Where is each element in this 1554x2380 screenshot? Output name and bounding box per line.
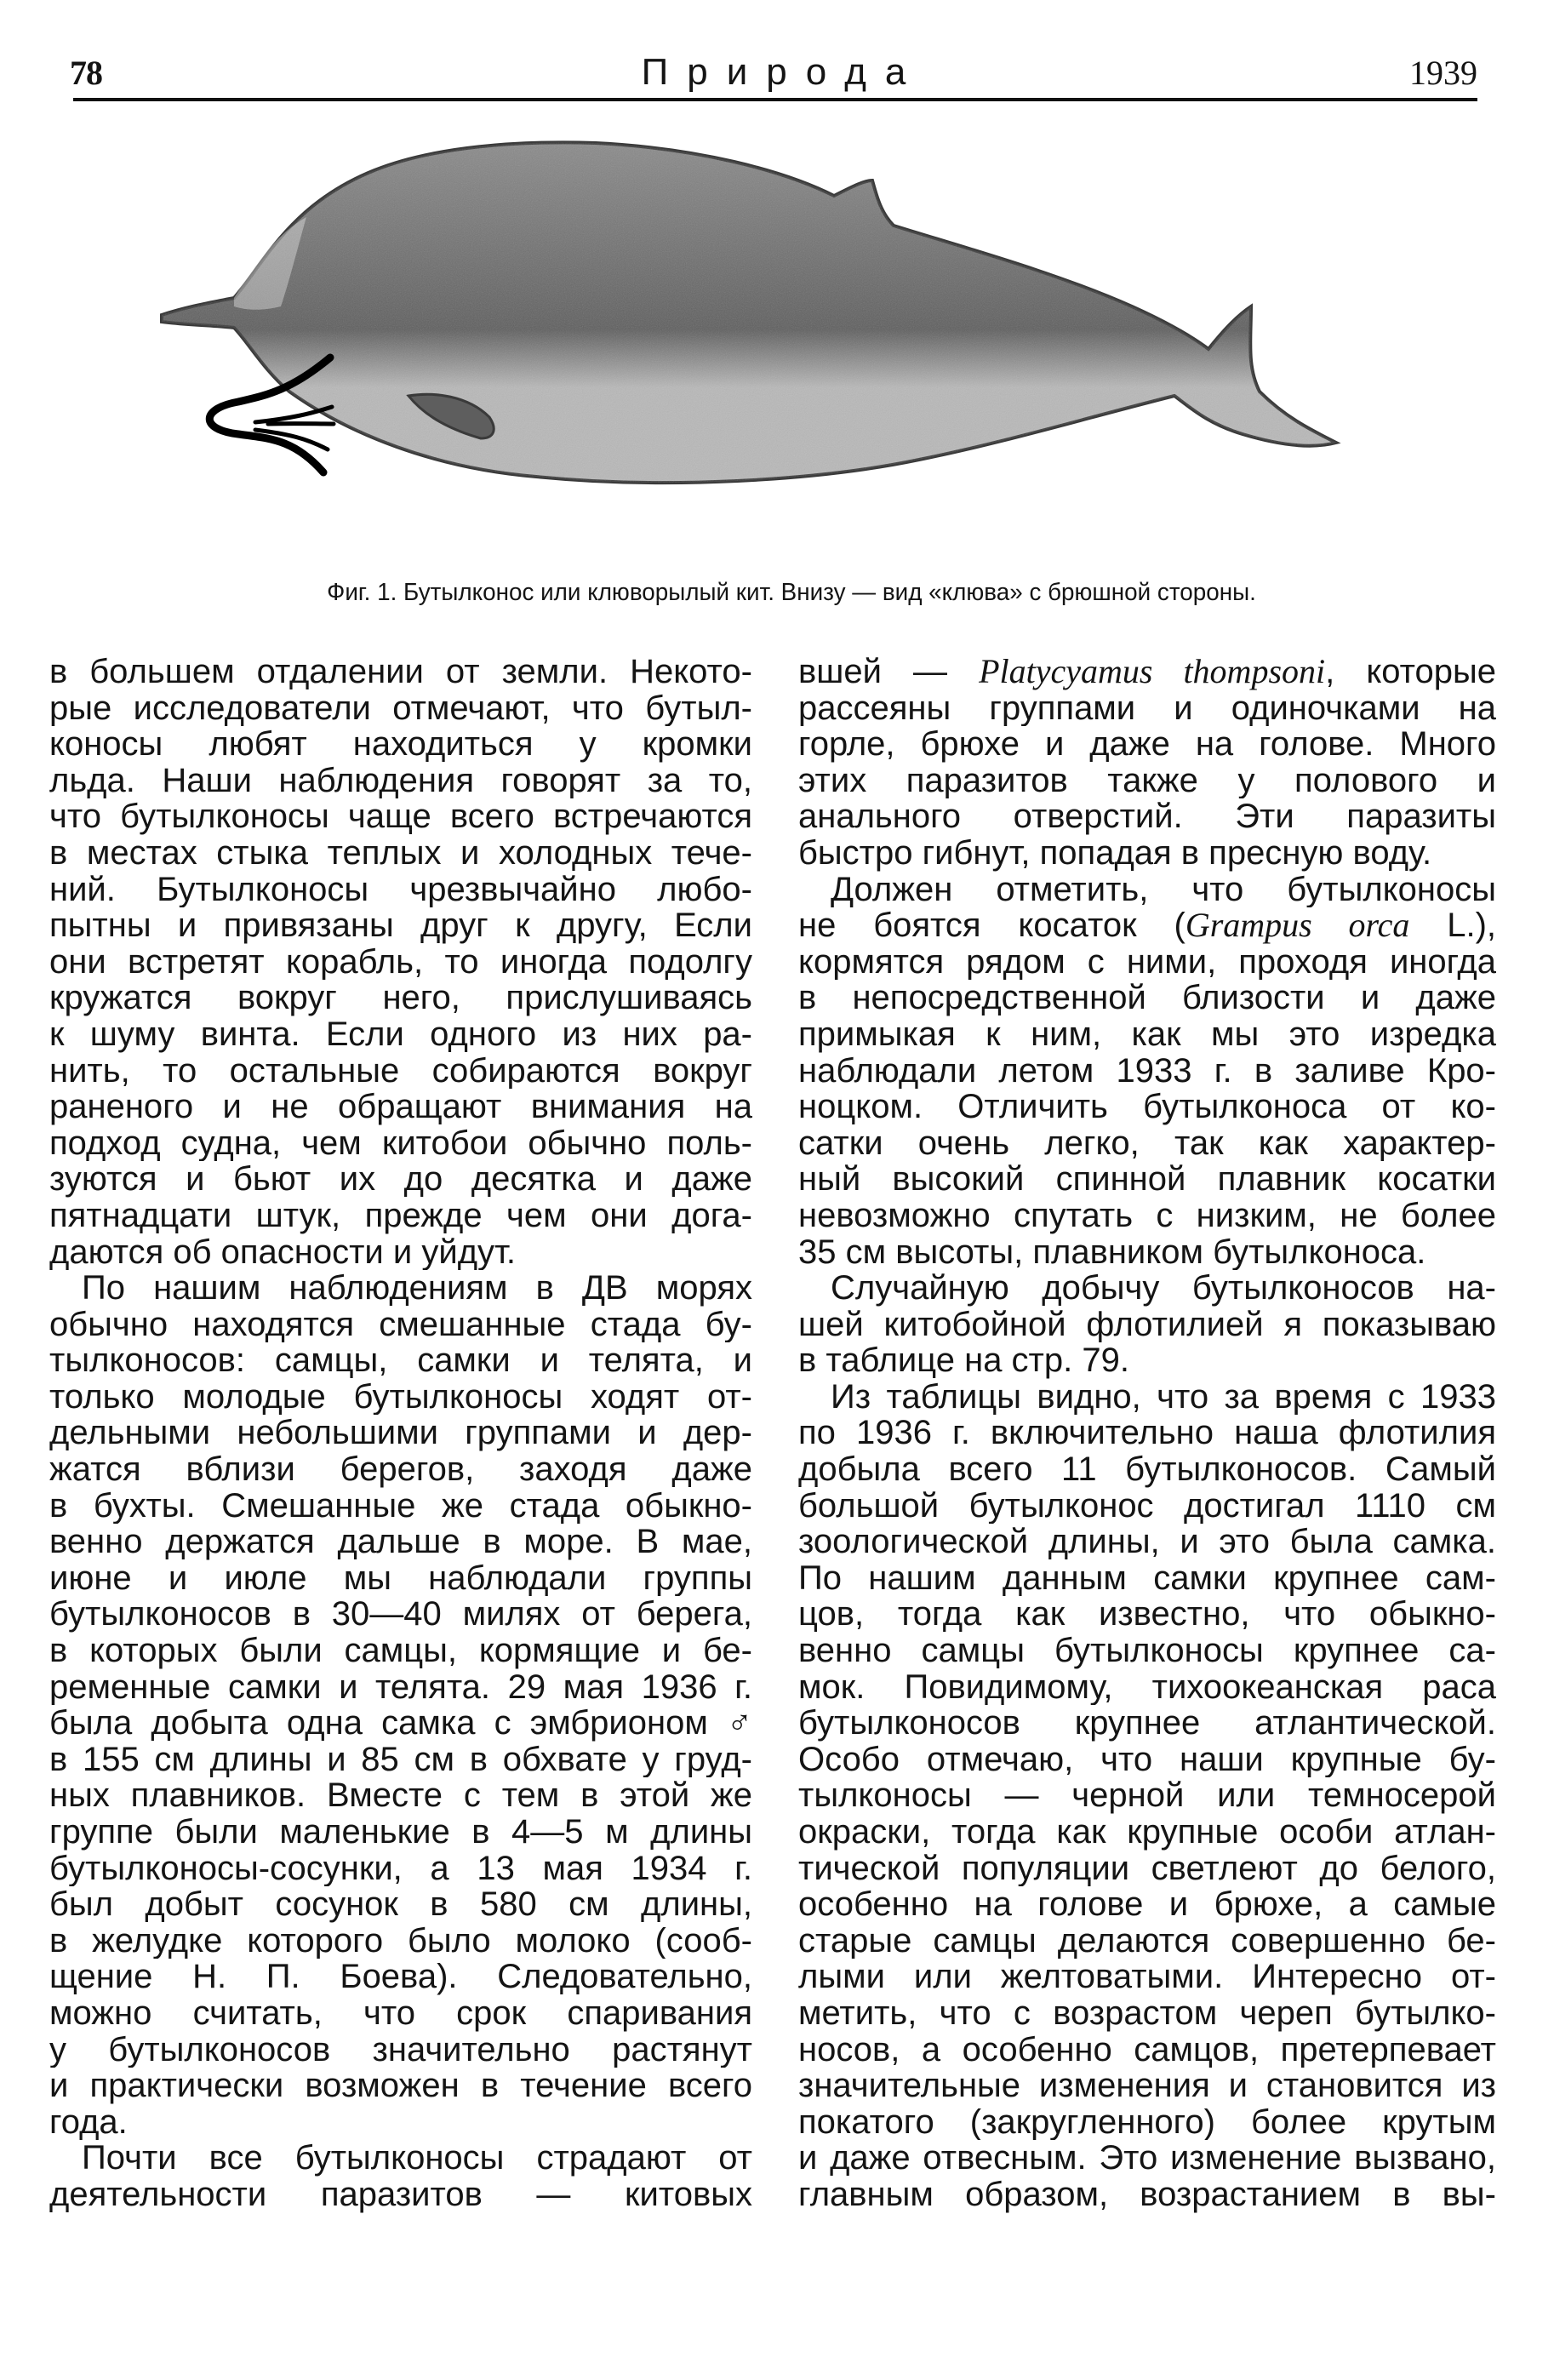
- text-line-content: они встретят корабль, то иногда подолгу: [49, 943, 752, 981]
- text-line-content: деятельности паразитов — китовых: [49, 2176, 752, 2213]
- text-line: [49, 944, 752, 981]
- text-line-content: года.: [49, 2103, 128, 2141]
- text-line: [49, 907, 752, 944]
- text-line: [49, 1777, 752, 1814]
- text-line-content: венно самцы бутылконосы крупнее са-: [798, 1633, 1496, 1669]
- text-line: [798, 690, 1496, 727]
- text-line: [49, 1851, 752, 1887]
- text-line-content: нить, то остальные собираются вокруг: [49, 1052, 752, 1090]
- text-line: [49, 1596, 752, 1633]
- text-line-content: пытны и привязаны друг к другу, Если: [49, 907, 752, 944]
- text-line: [49, 980, 752, 1016]
- text-line: [798, 907, 1496, 944]
- text-line: [798, 1488, 1496, 1525]
- text-line-content: сатки очень легко, так как характер-: [798, 1124, 1496, 1162]
- text-line: [49, 1524, 752, 1560]
- text-line-content: венно держатся дальше в море. В мае,: [49, 1524, 752, 1560]
- text-line: [798, 1234, 1496, 1271]
- header-rule: [73, 98, 1477, 101]
- text-line-content: лыми или желтоватыми. Интересно от-: [798, 1959, 1496, 1995]
- text-line-content: можно считать, что срок спаривания: [49, 1994, 752, 2032]
- text-line: [798, 835, 1496, 872]
- text-line: [798, 980, 1496, 1016]
- text-line-content: зоологической длины, и это была самка.: [798, 1524, 1496, 1560]
- text-line-content: ний. Бутылконосы чрезвычайно любо-: [49, 871, 752, 908]
- text-line: [49, 1742, 752, 1778]
- text-line-content: по 1936 г. включительно наша флотилия: [798, 1415, 1496, 1452]
- text-line-content: кружатся вокруг него, прислушиваясь: [49, 980, 752, 1016]
- text-line-content: была добыта одна самка с эмбрионом ♂: [49, 1705, 752, 1742]
- text-line-content: дельными небольшими группами и дер-: [49, 1415, 752, 1452]
- text-line-content: обычно находятся смешанные стада бу-: [49, 1306, 752, 1343]
- text-line: [798, 2177, 1496, 2213]
- text-line: [49, 798, 752, 835]
- text-line: [798, 2104, 1496, 2141]
- text-line: [798, 944, 1496, 981]
- text-line: [798, 1270, 1496, 1307]
- text-line: [798, 1923, 1496, 1959]
- text-line: [798, 1524, 1496, 1560]
- text-line: [798, 1886, 1496, 1923]
- text-line: [49, 1814, 752, 1851]
- text-line: [49, 2140, 752, 2177]
- text-line: [49, 1234, 752, 1271]
- text-line-content: бутылконосов в 30—40 милях от берега,: [49, 1596, 752, 1633]
- text-line-content: метить, что с возрастом череп бутылко-: [798, 1994, 1496, 2032]
- text-line-content: не боятся косаток (: [798, 907, 1185, 944]
- text-line: [49, 1053, 752, 1090]
- text-line-content: цов, тогда как известно, что обыкно-: [798, 1596, 1496, 1633]
- text-line: [49, 835, 752, 872]
- text-line-content: анального отверстий. Эти паразиты: [798, 798, 1496, 835]
- text-line-content: ременные самки и телята. 29 мая 1936 г.: [49, 1668, 752, 1706]
- text-line-content: главным образом, возрастанием в вы-: [798, 2176, 1496, 2213]
- text-line-content: бутылконосы-сосунки, а 13 мая 1934 г.: [49, 1850, 752, 1887]
- text-line: [49, 1995, 752, 2032]
- text-line-content: щение Н. П. Боева). Следовательно,: [49, 1959, 752, 1995]
- text-line-content: носов, а особенно самцов, претерпевает: [798, 2031, 1496, 2068]
- publication-year: 1939: [1409, 54, 1477, 92]
- text-line-content: быстро гибнут, попадая в пресную воду.: [798, 834, 1432, 872]
- text-line-content: в 155 см длины и 85 см в обхвате у груд-: [49, 1741, 752, 1778]
- text-line-content: тылконосы — черной или темносерой: [798, 1777, 1496, 1814]
- text-line-content: Должен отметить, что бутылконосы: [831, 871, 1496, 908]
- figure-1: [153, 136, 1447, 562]
- species-name: Grampus orca: [1185, 907, 1410, 944]
- text-line: [49, 1161, 752, 1198]
- text-column-left: [49, 654, 752, 2213]
- text-line-content: пятнадцати штук, прежде чем они дога-: [49, 1197, 752, 1234]
- text-line-content: к шуму винта. Если одного из них ра-: [49, 1016, 752, 1053]
- text-line: [49, 763, 752, 799]
- text-line-continuation: L.),: [1409, 907, 1496, 944]
- text-line: [798, 1705, 1496, 1742]
- text-line-content: группе были маленькие в 4—5 м длины: [49, 1814, 752, 1851]
- text-line: [798, 1089, 1496, 1125]
- text-line: [798, 798, 1496, 835]
- text-line: [49, 872, 752, 908]
- text-line-content: Особо отмечаю, что наши крупные бу-: [798, 1741, 1496, 1778]
- text-line-content: льда. Наши наблюдения говорят за то,: [49, 762, 752, 799]
- text-line: [798, 1415, 1496, 1451]
- text-line: [49, 1923, 752, 1959]
- text-line: [798, 2068, 1496, 2104]
- text-line-content: большой бутылконос достигал 1110 см: [798, 1487, 1496, 1525]
- text-line: [798, 2032, 1496, 2068]
- text-line: [49, 1125, 752, 1162]
- text-line-content: ноцком. Отличить бутылконоса от ко-: [798, 1089, 1496, 1125]
- text-line: [49, 1089, 752, 1125]
- text-line-content: невозможно спутать с низким, не более: [798, 1197, 1496, 1234]
- text-line: [49, 1270, 752, 1307]
- text-line-content: Случайную добычу бутылконосов на-: [831, 1270, 1496, 1307]
- figure-caption: Фиг. 1. Бутылконос или клюворылый кит. Внизу — вид «клюва» с брюшной стороны.: [327, 579, 1256, 606]
- text-line-content: жатся вблизи берегов, заходя даже: [49, 1451, 752, 1488]
- text-line-content: коносы любят находиться у кромки: [49, 726, 752, 763]
- text-line: [798, 1016, 1496, 1053]
- text-line-content: подход судна, чем китобои обычно поль-: [49, 1124, 752, 1162]
- text-line-content: у бутылконосов значительно растянут: [49, 2031, 752, 2068]
- text-line: [49, 726, 752, 763]
- text-line: [798, 1742, 1496, 1778]
- text-line-content: вшей —: [798, 654, 980, 690]
- text-line-content: в местах стыка теплых и холодных тече-: [49, 834, 752, 872]
- text-line-content: По нашим наблюдениям в ДВ морях: [82, 1270, 752, 1307]
- text-line: [49, 690, 752, 727]
- text-line: [798, 2140, 1496, 2177]
- text-line-content: раненого и не обращают внимания на: [49, 1089, 752, 1125]
- text-line-content: бутылконосов крупнее атлантической.: [798, 1705, 1496, 1742]
- text-line: [49, 1379, 752, 1416]
- text-line: [49, 1705, 752, 1742]
- text-line-content: мок. Повидимому, тихоокеанская раса: [798, 1668, 1496, 1706]
- text-line-content: в желудке которого было молоко (сооб-: [49, 1922, 752, 1959]
- text-line: [49, 2032, 752, 2068]
- text-line: [798, 1596, 1496, 1633]
- text-column-right: [798, 654, 1496, 2213]
- species-name: Platycyamus thompsoni: [979, 654, 1326, 690]
- text-line-content: зуются и бьют их до десятка и даже: [49, 1161, 752, 1198]
- text-line-content: шей китобойной флотилией я показываю: [798, 1306, 1496, 1343]
- whale-body-icon: [162, 142, 1336, 483]
- text-line-content: рассеяны группами и одиночками на: [798, 689, 1496, 727]
- text-line-content: в бухты. Смешанные же стада обыкно-: [49, 1487, 752, 1525]
- page-number: 78: [70, 54, 102, 92]
- whale-figure-svg: [153, 136, 1447, 562]
- text-line-content: в которых были самцы, кормящие и бе-: [49, 1633, 752, 1669]
- text-line: [49, 1886, 752, 1923]
- text-line: [49, 1342, 752, 1379]
- text-line-content: 35 см высоты, плавником бутылконоса.: [798, 1233, 1426, 1271]
- running-header: [70, 44, 1477, 99]
- text-line: [798, 1379, 1496, 1416]
- text-line-content: этих паразитов также у полового и: [798, 762, 1496, 799]
- text-line: [798, 763, 1496, 799]
- text-line: [49, 1451, 752, 1488]
- text-line: [798, 1851, 1496, 1887]
- text-line-content: был добыт сосунок в 580 см длины,: [49, 1886, 752, 1923]
- text-line-content: примыкая к ним, как мы это изредка: [798, 1016, 1496, 1053]
- text-line-content: и практически возможен в течение всего: [49, 2068, 752, 2104]
- text-line: [798, 1307, 1496, 1343]
- text-line: [49, 1959, 752, 1995]
- text-line: [798, 1125, 1496, 1162]
- text-line-content: покатого (закругленного) более крутым: [798, 2103, 1496, 2141]
- text-line-content: в непосредственной близости и даже: [798, 980, 1496, 1016]
- text-line-content: ных плавников. Вместе с тем в этой же: [49, 1777, 752, 1814]
- text-line: [798, 1342, 1496, 1379]
- text-line-content: По нашим данным самки крупнее сам-: [798, 1559, 1496, 1597]
- text-line-content: старые самцы делаются совершенно бе-: [798, 1922, 1496, 1959]
- text-line: [798, 1560, 1496, 1597]
- text-line-content: Из таблицы видно, что за время с 1933: [831, 1378, 1496, 1416]
- text-line-content: что бутылконосы чаще всего встречаются: [49, 798, 752, 835]
- text-line: [798, 1198, 1496, 1234]
- text-line: [798, 1995, 1496, 2032]
- text-line: [798, 1053, 1496, 1090]
- text-line: [798, 1161, 1496, 1198]
- text-line-content: особенно на голове и брюхе, а самые: [798, 1886, 1496, 1923]
- text-line-content: окраски, тогда как крупные особи атлан-: [798, 1814, 1496, 1851]
- text-line: [49, 2068, 752, 2104]
- text-line-content: Почти все бутылконосы страдают от: [82, 2140, 752, 2177]
- text-line: [49, 654, 752, 690]
- text-line: [49, 2104, 752, 2141]
- text-line-content: кормятся рядом с ними, проходя иногда: [798, 943, 1496, 981]
- text-line: [49, 1488, 752, 1525]
- text-line-content: ный высокий спинной плавник косатки: [798, 1161, 1496, 1198]
- text-line: [798, 1633, 1496, 1669]
- text-line-content: в большем отдалении от земли. Некото-: [49, 654, 752, 690]
- text-line-content: наблюдали летом 1933 г. в заливе Кро-: [798, 1052, 1496, 1090]
- text-line: [798, 1814, 1496, 1851]
- text-line-content: значительные изменения и становится из: [798, 2068, 1496, 2104]
- text-line-content: даются об опасности и уйдут.: [49, 1233, 517, 1271]
- text-line: [798, 1669, 1496, 1706]
- text-line: [49, 1198, 752, 1234]
- text-line-continuation: , которые: [1325, 654, 1496, 690]
- text-line-content: тылконосов: самцы, самки и телята, и: [49, 1342, 752, 1379]
- text-line: [798, 1959, 1496, 1995]
- text-line: [798, 872, 1496, 908]
- text-line: [798, 726, 1496, 763]
- journal-title: Природа: [641, 51, 925, 93]
- text-line: [798, 1777, 1496, 1814]
- text-line-content: горле, брюхе и даже на голове. Много: [798, 726, 1496, 763]
- text-line: [798, 1451, 1496, 1488]
- text-line: [49, 1016, 752, 1053]
- text-line: [49, 1307, 752, 1343]
- text-line-content: в таблице на стр. 79.: [798, 1342, 1129, 1379]
- text-line: [798, 654, 1496, 690]
- text-line-content: рые исследователи отмечают, что бутыл-: [49, 689, 752, 727]
- text-line-content: добыла всего 11 бутылконосов. Самый: [798, 1451, 1496, 1488]
- text-line: [49, 1669, 752, 1706]
- text-line: [49, 2177, 752, 2213]
- text-line-content: только молодые бутылконосы ходят от-: [49, 1378, 752, 1416]
- text-line-content: июне и июле мы наблюдали группы: [49, 1559, 752, 1597]
- text-line-content: тической популяции светлеют до белого,: [798, 1850, 1496, 1887]
- text-line: [49, 1560, 752, 1597]
- text-line: [49, 1633, 752, 1669]
- text-line-content: и даже отвесным. Это изменение вызвано,: [798, 2140, 1496, 2177]
- text-line: [49, 1415, 752, 1451]
